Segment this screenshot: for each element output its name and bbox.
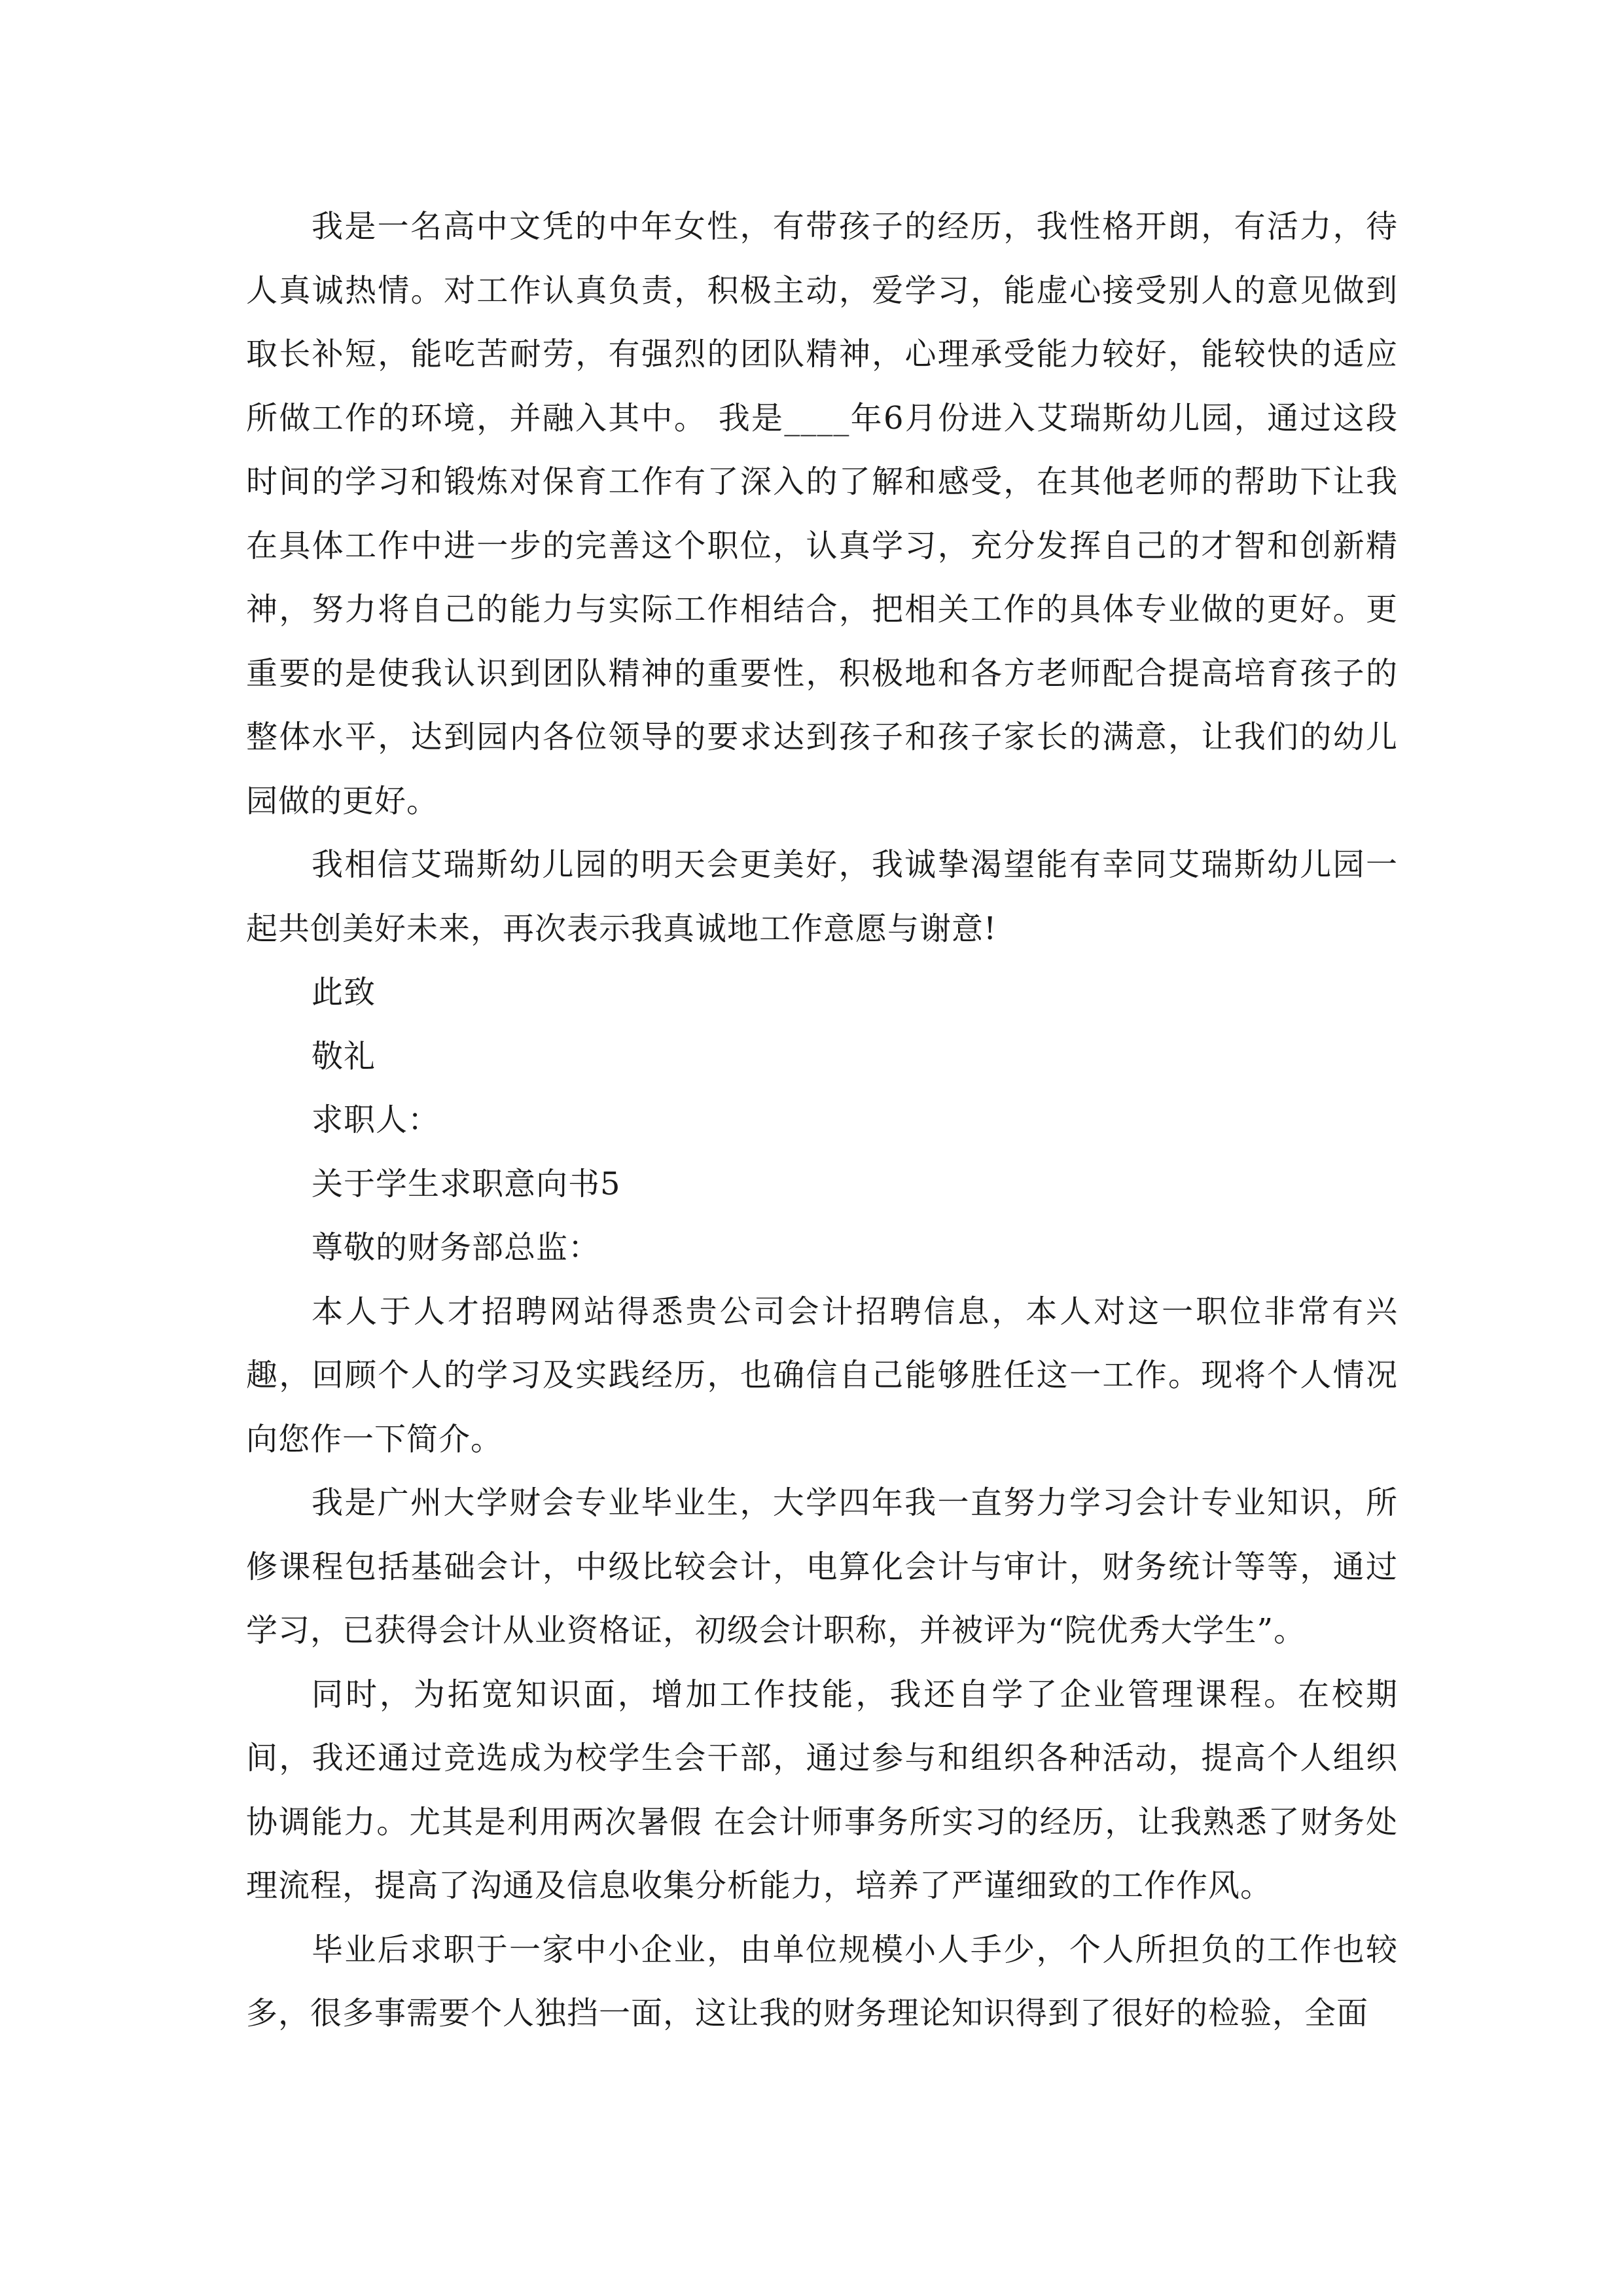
- paragraph-intro: 本人于人才招聘网站得悉贵公司会计招聘信息，本人对这一职位非常有兴趣，回顾个人的学习及实践经历，也确信自己能够胜任这一工作。现将个人情况向您作一下简介。: [246, 1293, 1398, 1458]
- paragraph-self-introduction: 我是一名高中文凭的中年女性，有带孩子的经历，我性格开朗，有活力，待人真诚热情。对工作认真负责，积极主动，爱学习，能虚心接受别人的意见做到取长补短，能吃苦耐劳，有强烈的团队精神，心理承受能力较好，能较快的适应所做工作的环境，并融入其中。 我是____年6月份进入艾瑞斯幼儿园，通过这段时间的学习和锻炼对保育工作有了深入的了解和感受，在其他老师的帮助下让我在具体工作中进一步的完善这个职位，认真学习，充分发挥自己的才智和创新精神，努力将自己的能力与实际工作相结合，把相关工作的具体专业做的更好。更重要的是使我认识到团队精神的重要性，积极地和各方老师配合提高培育孩子的整体水平，达到园内各位领导的要求达到孩子和孩子家长的满意，让我们的幼儿园做的更好。: [246, 208, 1398, 819]
- paragraph-skills: 同时，为拓宽知识面，增加工作技能，我还自学了企业管理课程。在校期间，我还通过竞选成为校学生会干部，通过参与和组织各种活动，提高个人组织协调能力。尤其是利用两次暑假 在会计师事务所实习的经历，让我熟悉了财务处理流程，提高了沟通及信息收集分析能力，培养了严谨细致的工作作风。: [246, 1676, 1398, 1904]
- closing-greeting: 此致: [312, 974, 376, 1011]
- paragraph-closing-wish: 我相信艾瑞斯幼儿园的明天会更美好，我诚挚渴望能有幸同艾瑞斯幼儿园一起共创美好未来，再次表示我真诚地工作意愿与谢意!: [246, 846, 1398, 947]
- salutation: 尊敬的财务部总监：: [312, 1229, 601, 1266]
- closing-salute: 敬礼: [312, 1037, 376, 1075]
- applicant-signature-label: 求职人：: [312, 1102, 440, 1138]
- paragraph-work-experience: 毕业后求职于一家中小企业，由单位规模小人手少，个人所担负的工作也较多，很多事需要个人独挡一面，这让我的财务理论知识得到了很好的检验，全面: [246, 1931, 1398, 2032]
- section-title: 关于学生求职意向书5: [312, 1165, 621, 1202]
- document-body: [246, 195, 1398, 2046]
- paragraph-education: 我是广州大学财会专业毕业生，大学四年我一直努力学习会计专业知识，所修课程包括基础会计，中级比较会计，电算化会计与审计，财务统计等等，通过学习，已获得会计从业资格证，初级会计职称，并被评为“院优秀大学生”。: [246, 1484, 1398, 1649]
